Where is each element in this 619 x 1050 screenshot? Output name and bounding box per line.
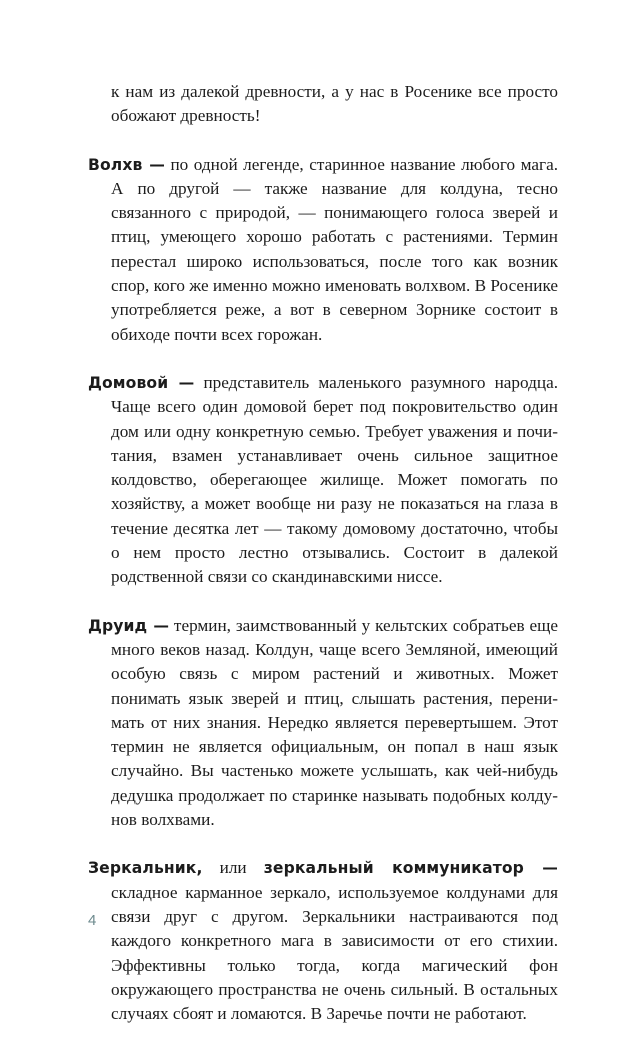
entry-term: Волхв —	[88, 155, 165, 174]
page-body	[88, 80, 558, 1050]
entry-term: Домовой —	[88, 373, 195, 392]
entry-connector: или	[202, 858, 264, 878]
entry-term-alt: зеркальный коммуникатор —	[263, 859, 558, 878]
glossary-entry-druid	[88, 614, 558, 833]
entry-definition: термин, заимствованный у кельтских собратьев еще много веков назад. Колдун, чаще всего Земляной, имеющий особую связь с миром растений и животных. Может понимать язык зверей и птиц, слышать растения, перенимать от них знания. Нередко является перевертышем. Этот термин не является официальным, он попал в наш язык случайно. Вы частенько можете услышать, как чей-нибудь дедушка продолжает по старинке называть подобных колдунов волхвами.	[111, 615, 558, 830]
entry-definition: по одной легенде, старинное название любого мага. А по другой — также название для колдуна, тесно связанного с природой, — понимающего голоса зверей и птиц, умеющего хорошо работать с растениями. Термин перестал широко использоваться, после того как возник спор, кого же именно можно именовать волхвом. В Росенике употребляется реже, а вот в северном Зорнике состоит в обиходе почти всех горожан.	[111, 154, 558, 344]
entry-term: Друид —	[88, 616, 170, 635]
entry-definition: складное карманное зеркало, используемое колдунами для связи друг с другом. Зеркальники настраиваются под каждого конкретного мага в зависимости от его стихии. Эффективны только тогда, когда магический фон окружающего пространства не очень сильный. В остальных случаях сбоят и ломаются. В Заречье почти не работают.	[111, 882, 558, 1024]
intro-continuation: к нам из далекой древности, а у нас в Росенике все просто обожают древность!	[111, 82, 558, 126]
glossary-entry-volkhv	[88, 153, 558, 347]
entry-term: Зеркальник,	[88, 859, 203, 878]
entry-definition: представитель маленького разумного народца. Чаще всего один домовой берет под покровительство один дом или одну конкретную семью. Требует уважения и почитания, взамен устанавливает очень сильное защитное колдовство, оберегающее жилище. Может помогать по хозяйству, а может вообще ни разу не показаться на глаза в течение десятка лет — такому домовому достаточно, чтобы о нем просто лестно отзывались. Состоит в далекой родственной связи со скандинавскими ниссе.	[111, 372, 558, 587]
page-number: 4	[88, 912, 97, 929]
glossary-entry-zerkalnik	[88, 856, 558, 1026]
glossary-entry-domovoy	[88, 371, 558, 590]
